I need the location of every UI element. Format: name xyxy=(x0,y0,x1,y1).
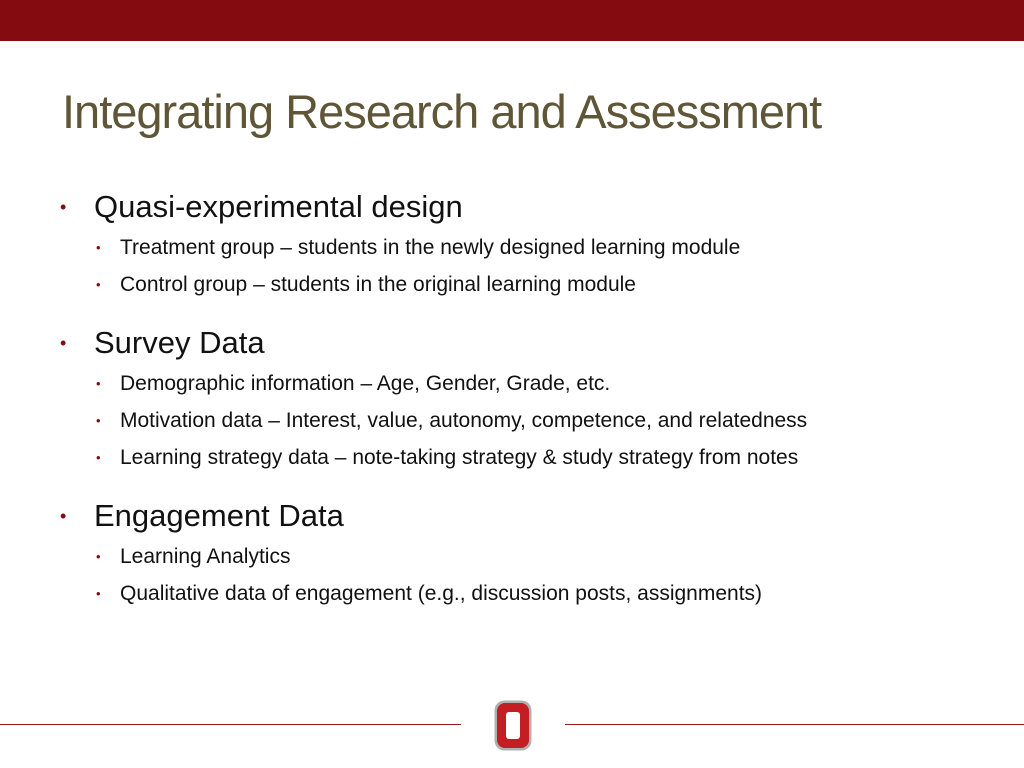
sub-bullet xyxy=(96,445,798,471)
bullet-icon: • xyxy=(96,450,101,465)
footer-divider-left xyxy=(0,724,461,725)
bullet-icon: • xyxy=(96,413,101,428)
bullet-icon: • xyxy=(96,376,101,391)
sub-bullet xyxy=(96,581,762,607)
bullet-text: Learning Analytics xyxy=(120,545,291,568)
bullet-icon: • xyxy=(60,506,67,526)
bullet-icon: • xyxy=(60,333,67,353)
sub-bullet xyxy=(96,235,740,261)
bullet-text: Treatment group – students in the newly designed learning module xyxy=(120,236,741,259)
bullet-icon: • xyxy=(96,277,101,292)
block-o-logo-icon xyxy=(493,699,533,752)
bullet-text: Demographic information – Age, Gender, Grade, etc. xyxy=(120,372,611,395)
sub-bullet xyxy=(96,408,807,434)
bullet-text: Quasi-experimental design xyxy=(94,189,463,224)
bullet-icon: • xyxy=(60,197,67,217)
bullet-text: Survey Data xyxy=(94,325,265,360)
section-heading xyxy=(60,324,265,362)
bullet-text: Engagement Data xyxy=(94,498,344,533)
bullet-icon: • xyxy=(96,240,101,255)
bullet-icon: • xyxy=(96,549,101,564)
bullet-text: Motivation data – Interest, value, autonomy, competence, and relatedness xyxy=(120,409,808,432)
sub-bullet xyxy=(96,272,636,298)
bullet-icon: • xyxy=(96,586,101,601)
footer-divider-right xyxy=(565,724,1024,725)
section-heading xyxy=(60,497,344,535)
bullet-text: Qualitative data of engagement (e.g., discussion posts, assignments) xyxy=(120,582,763,605)
section-heading xyxy=(60,188,463,226)
header-bar xyxy=(0,0,1024,41)
sub-bullet xyxy=(96,371,610,397)
bullet-text: Control group – students in the original learning module xyxy=(120,273,636,296)
slide-title: Integrating Research and Assessment xyxy=(62,85,822,138)
bullet-text: Learning strategy data – note-taking strategy & study strategy from notes xyxy=(120,446,799,469)
sub-bullet xyxy=(96,544,290,570)
